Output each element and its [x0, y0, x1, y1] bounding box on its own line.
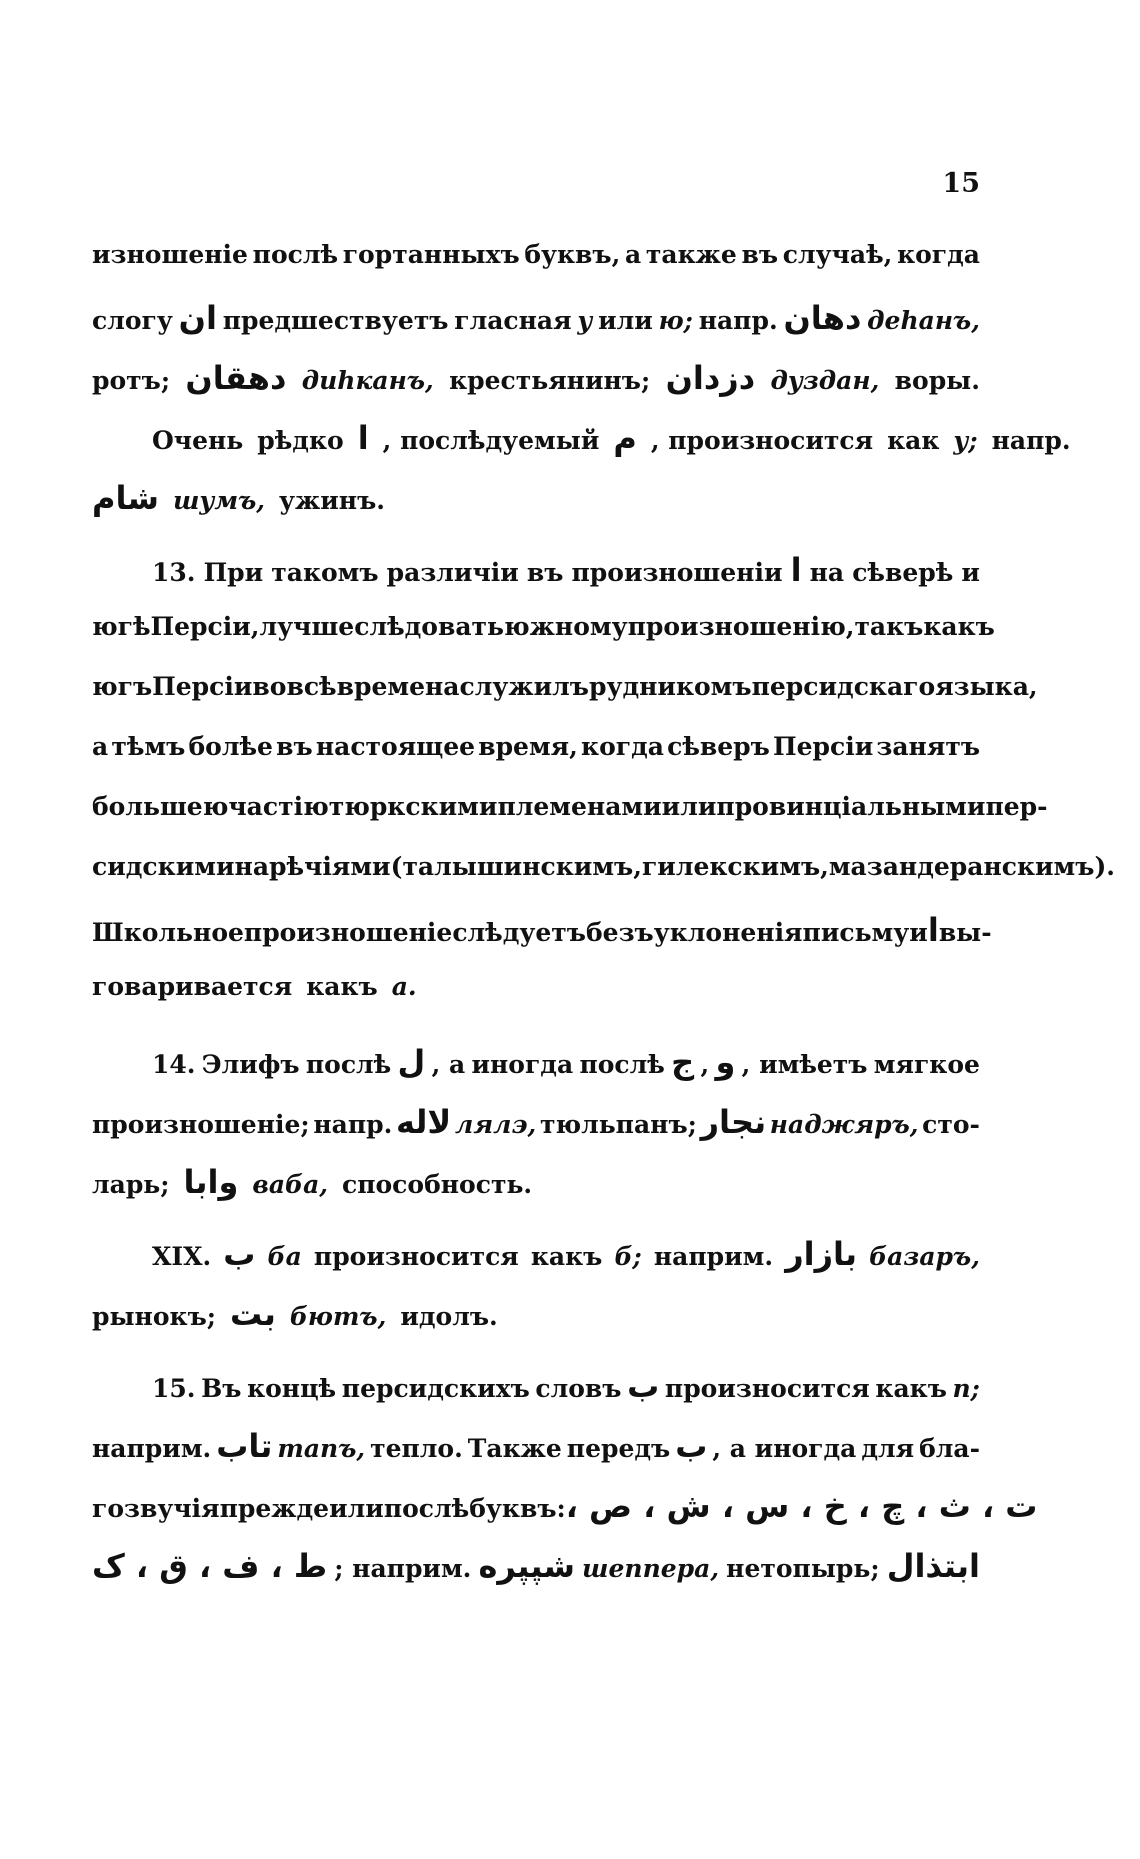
- word: произносится: [664, 1374, 870, 1403]
- word: настоящее: [315, 732, 476, 761]
- word: тюльпанъ;: [539, 1110, 697, 1139]
- word: дуздан,: [770, 366, 880, 395]
- word: гозвучія: [92, 1494, 220, 1523]
- word: а.: [391, 972, 417, 1001]
- word: у;: [953, 426, 978, 455]
- text-line: [92, 359, 980, 404]
- word: базаръ,: [869, 1242, 980, 1271]
- word: сѣверъ: [667, 732, 770, 761]
- text-line: [92, 419, 1071, 464]
- word: тапъ,: [277, 1434, 366, 1463]
- page-body-text: [92, 240, 1115, 1610]
- word: послѣ: [252, 240, 339, 269]
- word: большею: [92, 792, 229, 821]
- word: сѣверѣ: [852, 558, 954, 587]
- word: провинціальными: [716, 792, 986, 821]
- arabic-word: لاله: [396, 1103, 452, 1141]
- word: ба: [267, 1242, 302, 1271]
- word: б;: [614, 1242, 642, 1271]
- word: слогу: [92, 306, 173, 335]
- word: языка,: [935, 672, 1038, 701]
- word: безъ: [585, 918, 654, 947]
- word: Персіи: [152, 672, 253, 701]
- arabic-word: دهقان: [185, 359, 287, 397]
- word: шеппера,: [582, 1554, 720, 1583]
- word: болѣе: [188, 732, 273, 761]
- word: уклоненія: [653, 918, 803, 947]
- word: персидскихъ: [341, 1374, 530, 1403]
- word: различіи: [386, 558, 519, 587]
- text-line: [92, 1163, 980, 1208]
- word: тепло.: [370, 1434, 463, 1463]
- word: въ: [741, 240, 779, 269]
- word: мазандеранскимъ).: [828, 852, 1115, 881]
- word: когда: [897, 240, 980, 269]
- arabic-word: ج: [671, 1043, 695, 1081]
- word: тѣмъ: [111, 732, 186, 761]
- word: на: [809, 558, 845, 587]
- word: такъ: [854, 612, 924, 641]
- word: 13.: [152, 558, 196, 587]
- word: ужинъ.: [279, 486, 385, 515]
- word: нетопырь;: [726, 1554, 880, 1583]
- word: также: [645, 240, 737, 269]
- word: южному: [504, 612, 628, 641]
- word: Школьное: [92, 918, 244, 947]
- word: какъ: [530, 1242, 603, 1271]
- arabic-word: ا: [927, 911, 939, 949]
- text-line: [92, 1103, 980, 1148]
- text-line: [92, 852, 1115, 896]
- text-line: [92, 242, 980, 284]
- word: частію: [228, 792, 329, 821]
- word: , произносится: [650, 426, 874, 455]
- word: XIX.: [152, 1242, 212, 1271]
- text-line: [92, 551, 980, 596]
- word: ротъ;: [92, 366, 171, 395]
- arabic-word: و: [715, 1043, 736, 1081]
- word: , послѣдуемый: [382, 426, 600, 455]
- word: буквъ,: [524, 240, 621, 269]
- word: всѣ: [286, 672, 337, 701]
- word: 15.: [152, 1374, 196, 1403]
- word: Очень: [152, 426, 244, 455]
- word: слѣдуетъ: [452, 918, 586, 947]
- word: иногда: [471, 1050, 574, 1079]
- word: напр.: [991, 426, 1071, 455]
- word: послѣ: [383, 1494, 470, 1523]
- word: 14.: [152, 1050, 196, 1079]
- arabic-word: ت ، ث ، چ ، خ ، س ، ش ، ص ،: [565, 1487, 1038, 1525]
- word: мягкое: [873, 1050, 980, 1079]
- word: время,: [478, 732, 578, 761]
- word: произносится: [313, 1242, 519, 1271]
- arabic-word: ا: [357, 419, 369, 457]
- word: у: [577, 306, 593, 335]
- arabic-word: ان: [178, 299, 217, 337]
- word: слѣдовать: [354, 612, 505, 641]
- word: как: [887, 426, 940, 455]
- text-line: [92, 1487, 1038, 1532]
- word: способность.: [341, 1170, 533, 1199]
- word: прежде: [219, 1494, 330, 1523]
- word: идолъ.: [400, 1302, 498, 1331]
- word: пер-: [985, 792, 1048, 821]
- text-line: [92, 1427, 980, 1472]
- word: (талышинскимъ,: [390, 852, 642, 881]
- word: или: [598, 306, 653, 335]
- arabic-word: شپپره: [478, 1547, 575, 1585]
- arabic-word: وابا: [183, 1163, 239, 1201]
- word: когда: [581, 732, 664, 761]
- word: наджяръ,: [769, 1110, 919, 1139]
- word: При: [203, 558, 264, 587]
- text-line: [92, 1367, 980, 1412]
- word: предшествуетъ: [222, 306, 449, 335]
- word: , имѣетъ: [741, 1050, 868, 1079]
- arabic-word: ا: [790, 551, 802, 589]
- arabic-word: بازار: [785, 1235, 858, 1273]
- arabic-word: ب: [675, 1427, 708, 1465]
- word: или: [329, 1494, 384, 1523]
- word: ; наприм.: [334, 1554, 472, 1583]
- text-line: [92, 734, 980, 776]
- word: бютъ,: [289, 1302, 387, 1331]
- word: говаривается: [92, 972, 293, 1001]
- word: племенами: [497, 792, 662, 821]
- word: какъ: [875, 1374, 947, 1403]
- word: въ: [526, 558, 564, 587]
- word: Элифъ: [201, 1050, 300, 1079]
- word: п;: [952, 1374, 980, 1403]
- word: а: [92, 732, 109, 761]
- word: какъ: [306, 972, 378, 1001]
- arabic-word: دزدان: [665, 359, 756, 397]
- text-line: [92, 1235, 980, 1280]
- arabic-word: ل: [397, 1043, 426, 1081]
- word: Въ: [201, 1374, 242, 1403]
- word: деhанъ,: [867, 306, 980, 335]
- arabic-word: ابتذال: [886, 1547, 980, 1585]
- word: произношеніе;: [92, 1110, 310, 1139]
- word: для: [861, 1434, 915, 1463]
- word: и: [961, 558, 980, 587]
- word: , а: [431, 1050, 466, 1079]
- word: сидскими: [92, 852, 235, 881]
- word: югъ: [92, 672, 153, 701]
- text-line: [92, 672, 1038, 716]
- word: персидскаго: [751, 672, 936, 701]
- word: напр.: [698, 306, 778, 335]
- word: воры.: [894, 366, 980, 395]
- arabic-word: تاب: [216, 1427, 273, 1465]
- word: крестьянинъ;: [449, 366, 651, 395]
- word: а: [625, 240, 642, 269]
- word: и: [909, 918, 928, 947]
- word: Персіи: [772, 732, 874, 761]
- word: послѣ: [305, 1050, 392, 1079]
- text-line: [92, 1043, 980, 1088]
- text-line: [92, 792, 1048, 836]
- word: Персіи,: [150, 612, 260, 641]
- word: случаѣ,: [782, 240, 893, 269]
- word: Также: [467, 1434, 562, 1463]
- word: передъ: [566, 1434, 671, 1463]
- text-line: [92, 1295, 980, 1340]
- arabic-word: دهان: [783, 299, 862, 337]
- text-line: [92, 612, 995, 656]
- word: , а иногда: [712, 1434, 857, 1463]
- word: произношеніе: [243, 918, 453, 947]
- word: ю;: [658, 306, 693, 335]
- word: послѣ: [579, 1050, 665, 1079]
- word: гортанныхъ: [342, 240, 520, 269]
- word: нарѣчіями: [234, 852, 391, 881]
- word: или: [661, 792, 717, 821]
- word: бла-: [919, 1434, 980, 1463]
- word: шумъ,: [172, 486, 265, 515]
- word: концѣ: [247, 1374, 337, 1403]
- arabic-word: شام: [92, 479, 159, 517]
- word: напр.: [313, 1110, 393, 1139]
- word: ваба,: [252, 1170, 328, 1199]
- word: какъ: [923, 612, 995, 641]
- word: въ: [276, 732, 313, 761]
- word: рудникомъ: [588, 672, 752, 701]
- word: такомъ: [271, 558, 379, 587]
- arabic-word: ط ، ف ، ق ، ک: [92, 1547, 328, 1585]
- text-line: [92, 1547, 980, 1592]
- word: наприм.: [92, 1434, 212, 1463]
- word: рынокъ;: [92, 1302, 216, 1331]
- text-line: [92, 299, 980, 344]
- arabic-word: بت: [229, 1295, 276, 1333]
- word: вы-: [938, 918, 992, 947]
- word: наприм.: [653, 1242, 774, 1271]
- word: ларь;: [92, 1170, 170, 1199]
- text-line: [92, 911, 992, 956]
- arabic-word: م: [613, 419, 637, 457]
- text-line: [92, 974, 980, 1016]
- text-line: [92, 479, 980, 524]
- word: во: [252, 672, 287, 701]
- arabic-word: نجار: [700, 1103, 767, 1141]
- word: тюркскими: [328, 792, 498, 821]
- arabic-word: ب: [223, 1235, 256, 1273]
- word: лялэ,: [454, 1110, 537, 1139]
- page-number: 15: [942, 168, 980, 199]
- word: письму: [802, 918, 910, 947]
- word: гласная: [454, 306, 572, 335]
- word: времена: [336, 672, 460, 701]
- word: сто-: [922, 1110, 980, 1139]
- word: произношенію,: [627, 612, 855, 641]
- word: лучше: [259, 612, 355, 641]
- word: изношеніе: [92, 240, 248, 269]
- word: словъ: [535, 1374, 622, 1403]
- word: произношеніи: [571, 558, 783, 587]
- word: гилекскимъ,: [641, 852, 829, 881]
- word: диhканъ,: [301, 366, 434, 395]
- word: югѣ: [92, 612, 151, 641]
- word: буквъ:: [469, 1494, 566, 1523]
- arabic-word: ب: [627, 1367, 660, 1405]
- word: занятъ: [876, 732, 980, 761]
- word: рѣдко: [257, 426, 344, 455]
- word: служилъ: [459, 672, 589, 701]
- word: ,: [700, 1050, 710, 1079]
